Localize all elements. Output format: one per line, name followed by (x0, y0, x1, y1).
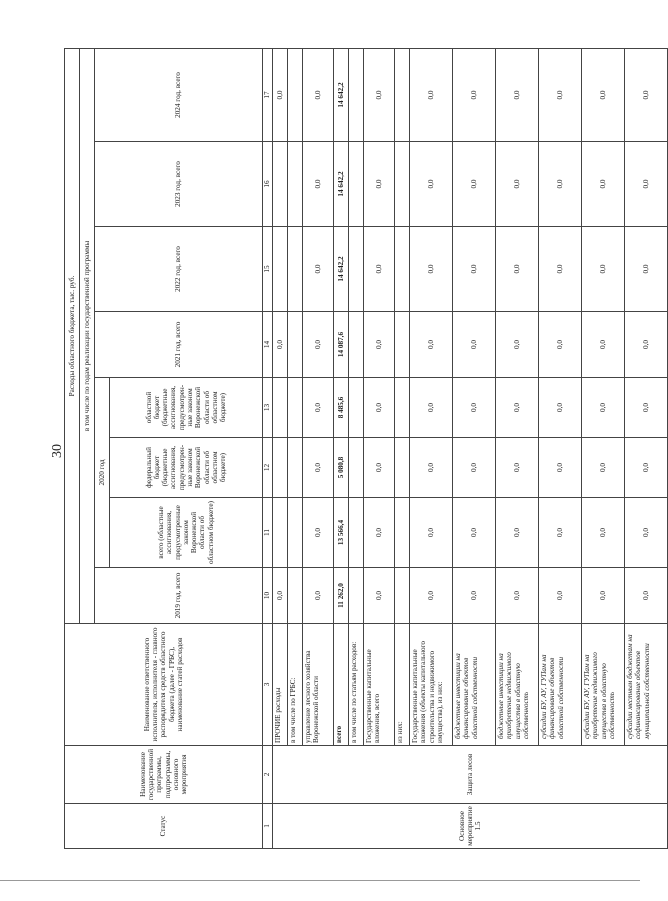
cell-value: 14 642,2 (334, 227, 349, 312)
cell-value: 0,0 (410, 142, 453, 227)
cell-value: 0,0 (364, 48, 395, 141)
cell-value: 0,0 (453, 227, 496, 312)
cell-value: 0,0 (625, 568, 668, 624)
cell-value: 0,0 (364, 227, 395, 312)
cell-value (273, 227, 288, 312)
cell-value (395, 498, 410, 568)
row-label: Государственные капитальные вложения (объекты капитального строительства и недвижимого имущества), из них: (410, 624, 453, 746)
table-row (496, 48, 539, 848)
col-index: 10 (263, 568, 273, 624)
cell-value: 0,0 (496, 312, 539, 378)
cell-value (273, 378, 288, 438)
cell-value: 0,0 (539, 378, 582, 438)
cell-value: 0,0 (582, 227, 625, 312)
cell-value: 0,0 (496, 568, 539, 624)
table-row (303, 48, 334, 848)
cell-value: 0,0 (364, 498, 395, 568)
col-index: 11 (263, 498, 273, 568)
cell-value: 0,0 (453, 378, 496, 438)
cell-value: 0,0 (303, 378, 334, 438)
bottom-rule (0, 880, 640, 881)
cell-value: 0,0 (582, 142, 625, 227)
cell-value: 0,0 (582, 438, 625, 498)
table-row (625, 48, 668, 848)
cell-value: 14 642,2 (334, 142, 349, 227)
cell-value (349, 378, 364, 438)
page-number: 30 (50, 444, 65, 458)
cell-value: 0,0 (453, 312, 496, 378)
cell-value (349, 48, 364, 141)
cell-value: 0,0 (582, 48, 625, 141)
cell-value: 0,0 (410, 498, 453, 568)
header-2024: 2024 год, всего (95, 48, 263, 141)
cell-value: 0,0 (410, 378, 453, 438)
row-label: ПРОЧИЕ расходы (273, 624, 288, 746)
row-label: субсидии местным бюджетам на софинансирование объектов муниципальной собственности (625, 624, 668, 746)
cell-value: 0,0 (303, 142, 334, 227)
cell-value (395, 438, 410, 498)
header-by-years: в том числе по годам реализации государственной программы (80, 48, 95, 623)
cell-value (395, 568, 410, 624)
cell-value: 14 642,2 (334, 48, 349, 141)
cell-value: 0,0 (410, 568, 453, 624)
cell-value: 0,0 (625, 142, 668, 227)
cell-value (288, 378, 303, 438)
cell-value: 0,0 (364, 142, 395, 227)
cell-value: 0,0 (539, 498, 582, 568)
header-2023: 2023 год, всего (95, 142, 263, 227)
cell-value: 0,0 (496, 227, 539, 312)
cell-value: 0,0 (303, 312, 334, 378)
cell-value: 11 262,0 (334, 568, 349, 624)
cell-value (349, 227, 364, 312)
col-index: 14 (263, 312, 273, 378)
col-index: 16 (263, 142, 273, 227)
header-2020: 2020 год (95, 378, 110, 568)
cell-value: 0,0 (496, 142, 539, 227)
table-row (288, 48, 303, 848)
cell-value: 0,0 (625, 48, 668, 141)
cell-value: 0,0 (539, 438, 582, 498)
event-name: Защита лесов (273, 746, 668, 804)
header-expenses-title: Расходы областного бюджета, тыс. руб. (65, 48, 80, 623)
cell-value: 0,0 (453, 142, 496, 227)
cell-value: 0,0 (303, 568, 334, 624)
event-status: Основное мероприятие 1.5 (273, 804, 668, 849)
cell-value: 13 566,4 (334, 498, 349, 568)
cell-value: 0,0 (496, 48, 539, 141)
row-label: всего (334, 624, 349, 746)
col-index: 17 (263, 48, 273, 141)
table-row-total (334, 48, 349, 848)
cell-value: 0,0 (539, 142, 582, 227)
row-label: бюджетные инвестиции на финансирование объектов областной собственности (453, 624, 496, 746)
cell-value: 0,0 (453, 48, 496, 141)
cell-value: 0,0 (303, 438, 334, 498)
cell-value: 0,0 (410, 312, 453, 378)
cell-value (273, 438, 288, 498)
cell-value (395, 378, 410, 438)
col-index: 13 (263, 378, 273, 438)
cell-value: 0,0 (453, 498, 496, 568)
cell-value: 0,0 (539, 48, 582, 141)
row-label: субсидии БУ, АУ, ГУПам на приобретение недвижимого имущества в областную собственность (582, 624, 625, 746)
table-row (273, 48, 288, 848)
table-row (349, 48, 364, 848)
row-label: в том числе по ГРБС: (288, 624, 303, 746)
header-executor: Наименование ответственного исполнителя, исполнителя - главного распорядителя средств областного бюджета (далее - ГРБС), наименование статей расходов (65, 624, 263, 746)
cell-value: 0,0 (453, 438, 496, 498)
row-label: в том числе по статьям расходов: (349, 624, 364, 746)
cell-value (273, 142, 288, 227)
cell-value: 0,0 (273, 48, 288, 141)
col-index: 15 (263, 227, 273, 312)
header-2021: 2021 год, всего (95, 312, 263, 378)
header-2020-total: всего (областные ассигнования, предусмотренные законом Воронежской области об областном бюджете) (110, 498, 263, 568)
row-label: управление лесного хозяйства Воронежской области (303, 624, 334, 746)
cell-value: 0,0 (582, 378, 625, 438)
cell-value (395, 312, 410, 378)
cell-value: 14 087,6 (334, 312, 349, 378)
cell-value: 0,0 (539, 568, 582, 624)
col-index: 1 (263, 804, 273, 849)
header-2019: 2019 год, всего (95, 568, 263, 624)
cell-value: 0,0 (496, 438, 539, 498)
cell-value: 0,0 (582, 312, 625, 378)
col-index: 3 (263, 624, 273, 746)
row-label: бюджетные инвестиции на приобретение недвижимого имущества в областную собственность (496, 624, 539, 746)
cell-value (288, 48, 303, 141)
column-index-row (263, 48, 273, 848)
cell-value (288, 568, 303, 624)
row-label: Государственные капитальные вложения, всего (364, 624, 395, 746)
cell-value: 0,0 (539, 227, 582, 312)
cell-value: 0,0 (364, 378, 395, 438)
cell-value: 0,0 (582, 568, 625, 624)
cell-value: 0,0 (303, 48, 334, 141)
cell-value (288, 227, 303, 312)
header-status: Статус (65, 804, 263, 849)
cell-value: 0,0 (625, 498, 668, 568)
row-label: из них: (395, 624, 410, 746)
rotated-table-container (64, 49, 651, 849)
cell-value (349, 142, 364, 227)
cell-value: 0,0 (410, 438, 453, 498)
cell-value: 0,0 (453, 568, 496, 624)
cell-value: 0,0 (496, 498, 539, 568)
cell-value: 5 080,8 (334, 438, 349, 498)
cell-value (288, 498, 303, 568)
header-program-name: Наименование государственной программы, подпрограммы, основного мероприятия (65, 746, 263, 804)
header-2020-federal: федеральный бюджет (бюджетные ассигнования, предусмотрен-ные законом Воронежской области об областном бюджете) (110, 438, 263, 498)
cell-value (349, 312, 364, 378)
cell-value (395, 48, 410, 141)
row-label: субсидии БУ, АУ, ГУПам на финансирование объектов областной собственности (539, 624, 582, 746)
cell-value: 0,0 (625, 378, 668, 438)
cell-value: 0,0 (364, 438, 395, 498)
table-row (582, 48, 625, 848)
cell-value (288, 438, 303, 498)
cell-value (288, 312, 303, 378)
cell-value (349, 498, 364, 568)
table-row (453, 48, 496, 848)
cell-value: 0,0 (625, 438, 668, 498)
cell-value: 0,0 (410, 48, 453, 141)
cell-value (395, 142, 410, 227)
col-index: 12 (263, 438, 273, 498)
cell-value (395, 227, 410, 312)
cell-value: 0,0 (496, 378, 539, 438)
cell-value (288, 142, 303, 227)
cell-value: 0,0 (539, 312, 582, 378)
cell-value: 0,0 (273, 312, 288, 378)
header-2022: 2022 год, всего (95, 227, 263, 312)
cell-value: 0,0 (273, 568, 288, 624)
cell-value: 0,0 (303, 227, 334, 312)
cell-value: 0,0 (625, 227, 668, 312)
table-row (410, 48, 453, 848)
header-2020-regional: областной бюджет (бюджетные ассигнования, предусмотрен-ные законом Воронежской области об областном бюджете) (110, 378, 263, 438)
cell-value: 0,0 (303, 498, 334, 568)
cell-value: 0,0 (364, 312, 395, 378)
budget-table (64, 48, 668, 849)
cell-value (273, 498, 288, 568)
cell-value: 0,0 (364, 568, 395, 624)
table-row (539, 48, 582, 848)
cell-value: 0,0 (582, 498, 625, 568)
col-index: 2 (263, 746, 273, 804)
cell-value: 8 485,6 (334, 378, 349, 438)
table-row (364, 48, 395, 848)
cell-value (349, 438, 364, 498)
cell-value: 0,0 (410, 227, 453, 312)
cell-value: 0,0 (625, 312, 668, 378)
cell-value (349, 568, 364, 624)
table-row (395, 48, 410, 848)
